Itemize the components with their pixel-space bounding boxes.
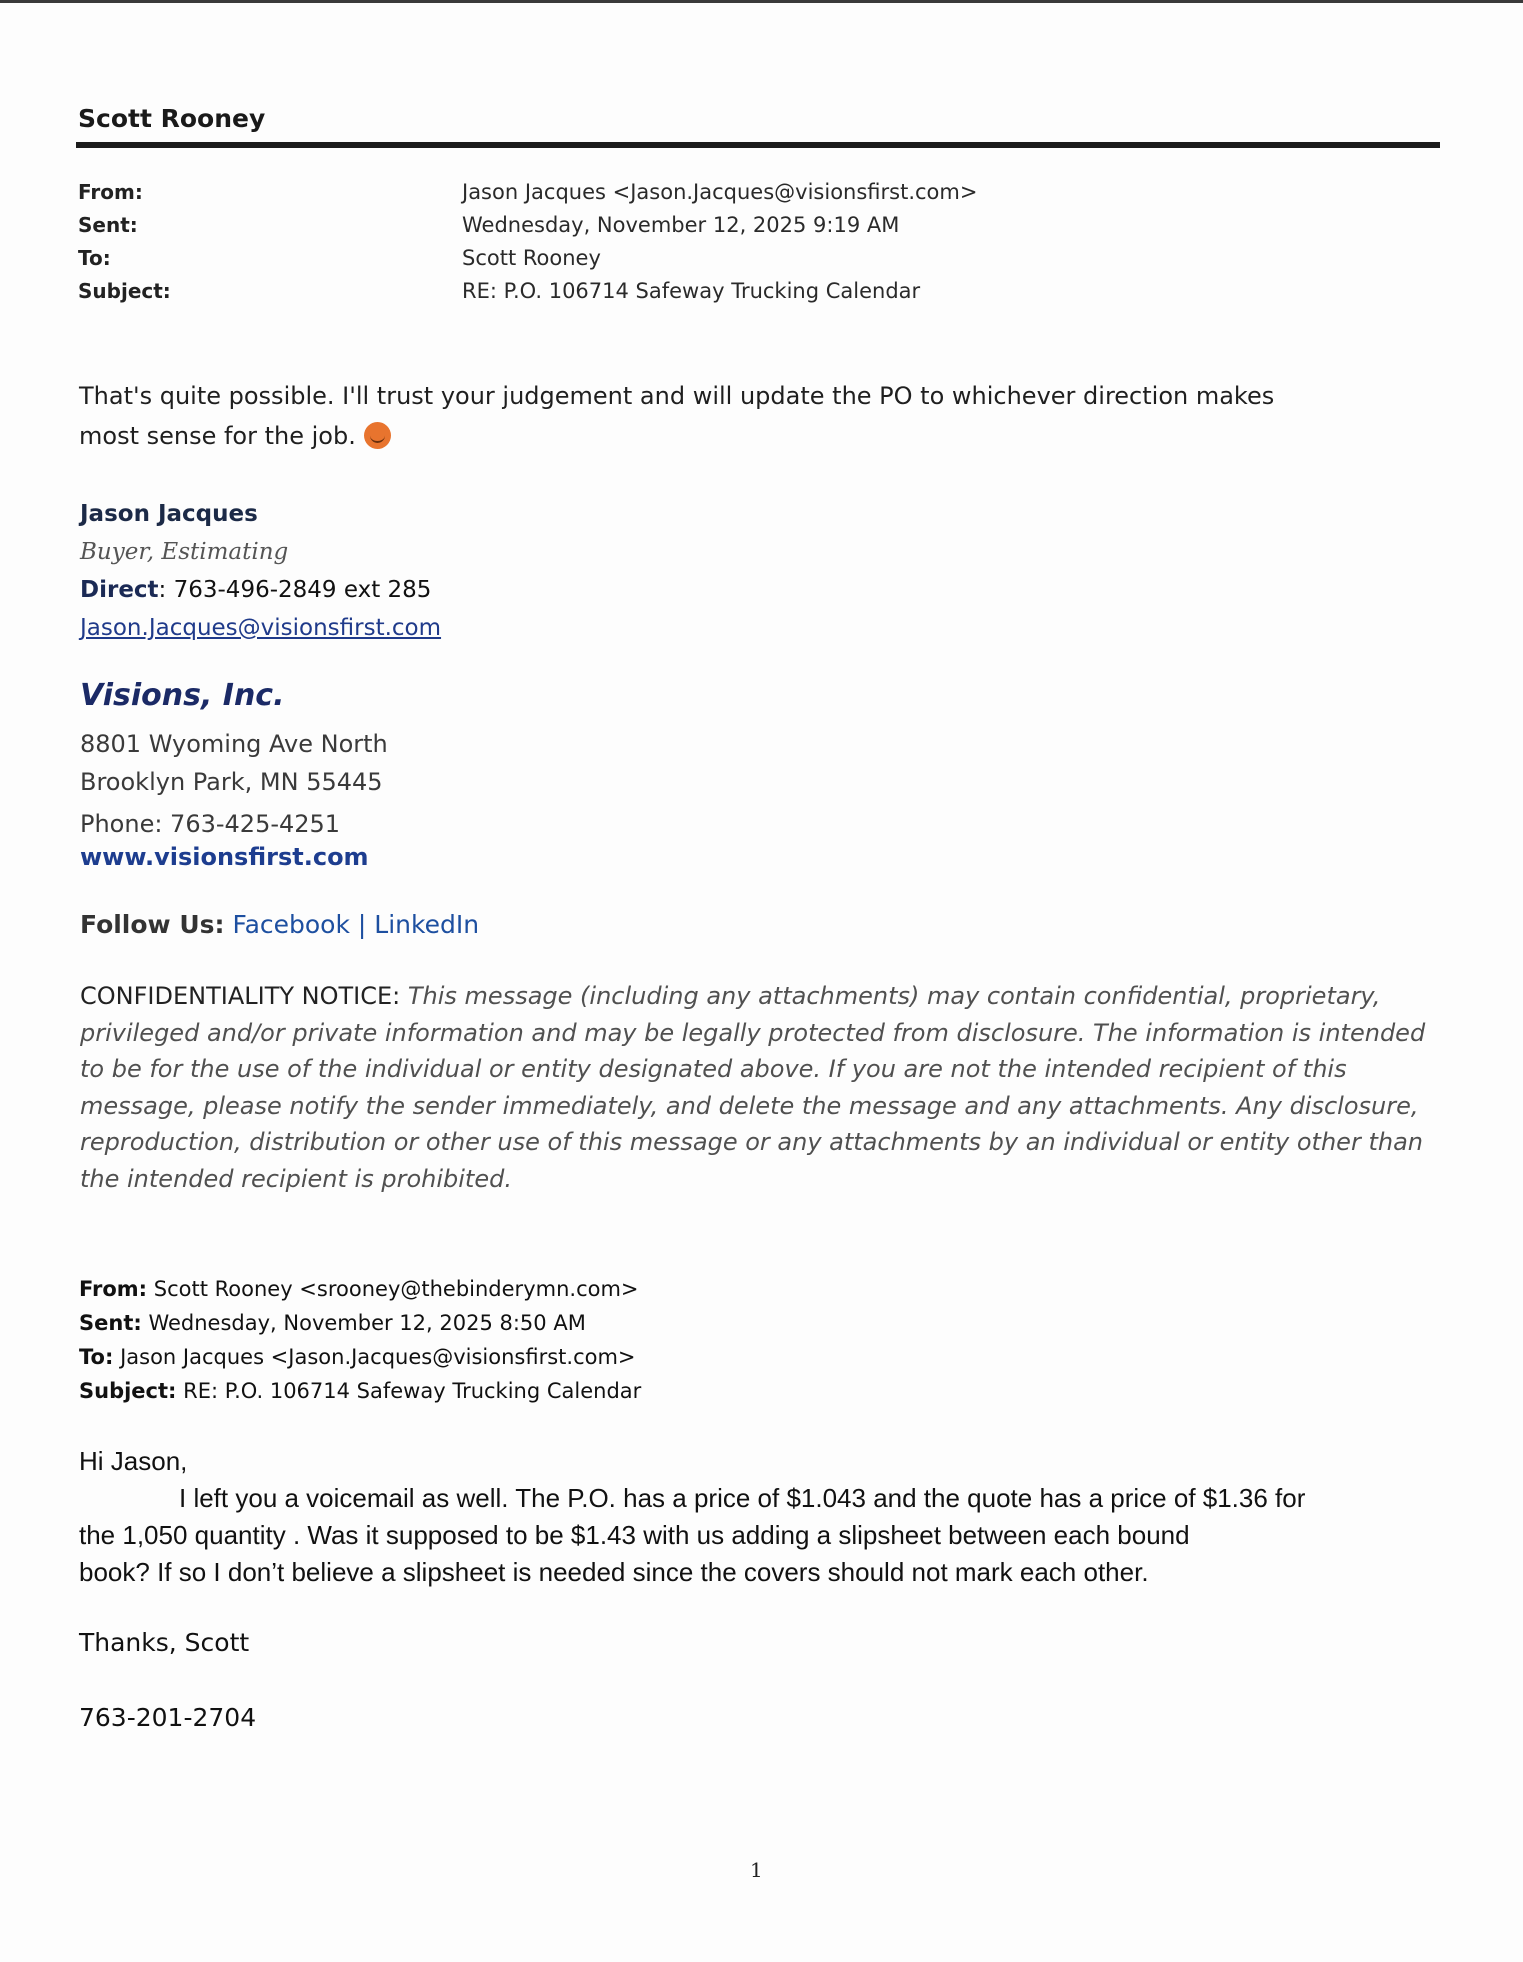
follow-us (80, 910, 479, 939)
linkedin-link[interactable]: LinkedIn (374, 910, 480, 939)
original-to (79, 1340, 641, 1374)
original-message-headers (79, 1272, 641, 1408)
signature-title: Buyer, Estimating (80, 539, 289, 565)
confidentiality-notice (80, 978, 1440, 1197)
header-label: Sent: (78, 213, 138, 237)
smiley-emoji-icon (364, 422, 391, 449)
mailbox-owner: Scott Rooney (78, 104, 266, 133)
company-phone: Phone: 763-425-4251 (80, 810, 341, 838)
original-sent (79, 1306, 641, 1340)
signature-email-link[interactable]: Jason.Jacques@visionsfirst.com (80, 615, 442, 641)
header-from-row (78, 180, 1378, 213)
header-label: From: (79, 1277, 148, 1301)
header-label: To: (78, 246, 111, 270)
reply-line: most sense for the job. (79, 422, 356, 450)
header-value: Jason Jacques <Jason.Jacques@visionsfirst.com> (120, 1345, 636, 1369)
signature-direct-phone (80, 571, 441, 609)
header-value: Wednesday, November 12, 2025 8:50 AM (148, 1311, 586, 1335)
page-number: 1 (750, 1858, 763, 1882)
header-label: Subject: (78, 279, 171, 303)
header-value: Scott Rooney (462, 246, 601, 270)
original-subject (79, 1374, 641, 1408)
reply-headers (78, 180, 1378, 312)
company-address (80, 725, 388, 843)
sign-off: Thanks, Scott (79, 1628, 250, 1657)
header-subject-row (78, 279, 1378, 312)
address-line: 8801 Wyoming Ave North (80, 730, 388, 758)
notice-text: This message (including any attachments) may contain confidential, proprietary, privileged and/or private information and may be legally protected from disclosure. The information is intended to be for the use of the individual or entity designated above. If you are not the intended recipient of this message, please notify the sender immediately, and delete the message and any attachments. Any disclosure, reproduction, distribution or other use of this message or any attachments by an individual or entity other than the intended recipient is prohibited. (80, 982, 1426, 1193)
header-label: Subject: (79, 1379, 177, 1403)
sender-phone: 763-201-2704 (79, 1703, 257, 1732)
company-name: Visions, Inc. (80, 678, 285, 713)
reply-line: That's quite possible. I'll trust your judgement and will update the PO to whichever direction makes (79, 382, 1275, 410)
direct-label: Direct (80, 577, 159, 603)
header-value: Jason Jacques <Jason.Jacques@visionsfirst.com> (462, 180, 978, 204)
header-value: RE: P.O. 106714 Safeway Trucking Calendar (183, 1379, 642, 1403)
original-message-body (79, 1443, 1459, 1591)
follow-label: Follow Us: (80, 910, 225, 939)
header-value: RE: P.O. 106714 Safeway Trucking Calendar (462, 279, 921, 303)
signature-block (80, 495, 441, 647)
header-divider (76, 142, 1440, 148)
reply-line-with-emoji (79, 416, 1399, 456)
header-to-row (78, 246, 1378, 279)
company-website-link[interactable]: www.visionsfirst.com (80, 843, 369, 871)
body-line: the 1,050 quantity . Was it supposed to be $1.43 with us adding a slipsheet between each bound (79, 1520, 1190, 1550)
header-label: Sent: (79, 1311, 142, 1335)
direct-value: : 763-496-2849 ext 285 (158, 577, 432, 603)
header-value: Wednesday, November 12, 2025 9:19 AM (462, 213, 900, 237)
signature-name: Jason Jacques (80, 501, 258, 527)
body-line: I left you a voicemail as well. The P.O. has a price of $1.043 and the quote has a price of $1.36 for (179, 1483, 1306, 1513)
header-label: From: (78, 180, 143, 204)
header-sent-row (78, 213, 1378, 246)
body-line: book? If so I don’t believe a slipsheet is needed since the covers should not mark each other. (79, 1557, 1149, 1587)
greeting: Hi Jason, (79, 1446, 188, 1476)
original-from (79, 1272, 641, 1306)
header-value: Scott Rooney <srooney@thebinderymn.com> (153, 1277, 639, 1301)
link-separator: | (357, 910, 367, 939)
reply-body (79, 376, 1399, 456)
notice-label: CONFIDENTIALITY NOTICE: (80, 982, 401, 1010)
address-line: Brooklyn Park, MN 55445 (80, 768, 383, 796)
header-label: To: (79, 1345, 114, 1369)
facebook-link[interactable]: Facebook (232, 910, 350, 939)
